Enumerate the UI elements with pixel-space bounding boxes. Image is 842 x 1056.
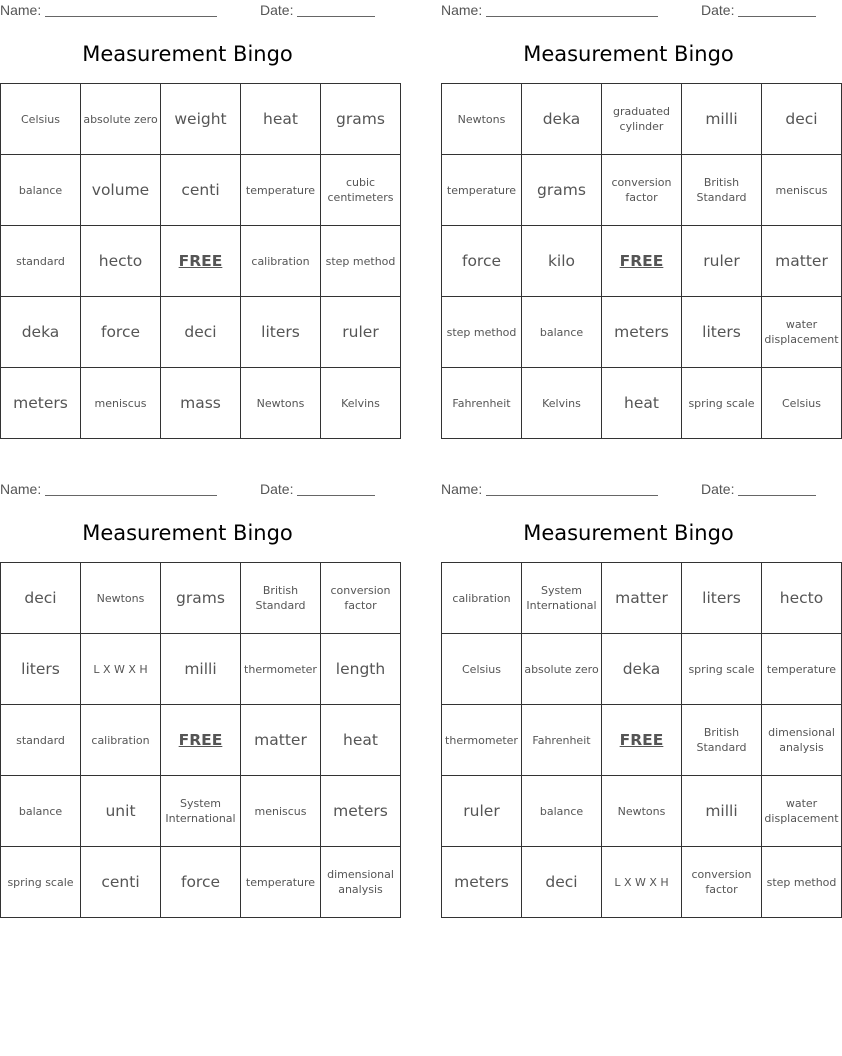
bingo-row <box>1 84 401 155</box>
bingo-cell: weight <box>161 84 241 155</box>
bingo-cell: calibration <box>241 226 321 297</box>
bingo-cell: dimensional analysis <box>321 847 401 918</box>
bingo-cell: grams <box>522 155 602 226</box>
bingo-row <box>1 368 401 439</box>
bingo-cell: liters <box>682 297 762 368</box>
card-title: Measurement Bingo <box>523 521 734 545</box>
bingo-cell: dimensional analysis <box>762 705 842 776</box>
bingo-cell: milli <box>161 634 241 705</box>
bingo-card <box>0 479 394 914</box>
bingo-cell: milli <box>682 84 762 155</box>
bingo-cell: absolute zero <box>522 634 602 705</box>
bingo-cell: conversion factor <box>682 847 762 918</box>
bingo-cell: deka <box>1 297 81 368</box>
bingo-cell: step method <box>442 297 522 368</box>
bingo-cell: heat <box>602 368 682 439</box>
bingo-cell: liters <box>241 297 321 368</box>
bingo-row <box>1 847 401 918</box>
name-blank-line <box>45 16 217 17</box>
bingo-row <box>1 776 401 847</box>
bingo-cell: meniscus <box>241 776 321 847</box>
bingo-row <box>442 847 842 918</box>
bingo-cell: Newtons <box>442 84 522 155</box>
bingo-cell: Fahrenheit <box>442 368 522 439</box>
free-space: FREE <box>161 226 241 297</box>
bingo-row <box>1 705 401 776</box>
bingo-row <box>442 705 842 776</box>
name-date-row <box>0 481 375 499</box>
bingo-cell: temperature <box>241 847 321 918</box>
bingo-cell: step method <box>321 226 401 297</box>
bingo-cell: hecto <box>762 563 842 634</box>
bingo-cell: balance <box>1 776 81 847</box>
bingo-cell: deci <box>1 563 81 634</box>
bingo-cell: liters <box>682 563 762 634</box>
bingo-cell: matter <box>762 226 842 297</box>
bingo-cell: deci <box>762 84 842 155</box>
bingo-cell: meters <box>442 847 522 918</box>
bingo-cell: kilo <box>522 226 602 297</box>
bingo-row <box>442 776 842 847</box>
card-title: Measurement Bingo <box>523 42 734 66</box>
bingo-cell: liters <box>1 634 81 705</box>
bingo-row <box>1 155 401 226</box>
bingo-cell: ruler <box>682 226 762 297</box>
name-label: Name: <box>441 2 483 18</box>
bingo-cell: water displacement <box>762 297 842 368</box>
bingo-cell: force <box>161 847 241 918</box>
bingo-cell: balance <box>522 297 602 368</box>
bingo-cell: British Standard <box>682 705 762 776</box>
bingo-cell: Newtons <box>241 368 321 439</box>
bingo-cell: ruler <box>442 776 522 847</box>
bingo-cell: mass <box>161 368 241 439</box>
bingo-cell: cubic centimeters <box>321 155 401 226</box>
bingo-cell: water displacement <box>762 776 842 847</box>
name-blank-line <box>45 495 217 496</box>
name-label: Name: <box>441 481 483 497</box>
date-label: Date: <box>701 2 735 18</box>
bingo-cell: Celsius <box>1 84 81 155</box>
bingo-cell: balance <box>522 776 602 847</box>
bingo-cell: Newtons <box>602 776 682 847</box>
bingo-cell: L X W X H <box>602 847 682 918</box>
name-label: Name: <box>0 481 42 497</box>
bingo-cell: standard <box>1 705 81 776</box>
card-title: Measurement Bingo <box>82 521 293 545</box>
name-date-row <box>0 2 375 20</box>
free-space: FREE <box>602 226 682 297</box>
bingo-grid <box>0 83 401 439</box>
date-blank-line <box>738 495 816 496</box>
bingo-row <box>442 297 842 368</box>
bingo-row <box>1 563 401 634</box>
bingo-cell: calibration <box>442 563 522 634</box>
bingo-cell: deci <box>161 297 241 368</box>
bingo-cell: deka <box>602 634 682 705</box>
bingo-cell: Celsius <box>762 368 842 439</box>
bingo-cell: spring scale <box>682 634 762 705</box>
bingo-cell: deka <box>522 84 602 155</box>
bingo-row <box>442 368 842 439</box>
bingo-cell: Kelvins <box>522 368 602 439</box>
bingo-cell: matter <box>241 705 321 776</box>
bingo-grid <box>0 562 401 918</box>
date-blank-line <box>297 495 375 496</box>
bingo-cell: thermometer <box>241 634 321 705</box>
bingo-cell: British Standard <box>682 155 762 226</box>
bingo-cell: grams <box>161 563 241 634</box>
bingo-cell: conversion factor <box>602 155 682 226</box>
bingo-cell: calibration <box>81 705 161 776</box>
bingo-cell: centi <box>161 155 241 226</box>
bingo-cell: length <box>321 634 401 705</box>
date-blank-line <box>738 16 816 17</box>
bingo-cell: Fahrenheit <box>522 705 602 776</box>
card-title: Measurement Bingo <box>82 42 293 66</box>
bingo-cell: System International <box>522 563 602 634</box>
date-blank-line <box>297 16 375 17</box>
bingo-cell: deci <box>522 847 602 918</box>
bingo-cell: meters <box>1 368 81 439</box>
bingo-cell: grams <box>321 84 401 155</box>
bingo-row <box>442 84 842 155</box>
bingo-cell: meniscus <box>81 368 161 439</box>
bingo-row <box>1 297 401 368</box>
bingo-row <box>1 634 401 705</box>
bingo-cell: graduated cylinder <box>602 84 682 155</box>
name-blank-line <box>486 16 658 17</box>
bingo-cell: force <box>442 226 522 297</box>
bingo-cell: temperature <box>442 155 522 226</box>
bingo-cell: balance <box>1 155 81 226</box>
free-space: FREE <box>602 705 682 776</box>
name-blank-line <box>486 495 658 496</box>
bingo-cell: British Standard <box>241 563 321 634</box>
date-label: Date: <box>260 2 294 18</box>
bingo-row <box>442 226 842 297</box>
bingo-cell: temperature <box>241 155 321 226</box>
bingo-cell: L X W X H <box>81 634 161 705</box>
bingo-cell: thermometer <box>442 705 522 776</box>
bingo-cell: Kelvins <box>321 368 401 439</box>
bingo-cell: centi <box>81 847 161 918</box>
bingo-cell: conversion factor <box>321 563 401 634</box>
bingo-cell: hecto <box>81 226 161 297</box>
bingo-cell: ruler <box>321 297 401 368</box>
bingo-row <box>442 155 842 226</box>
bingo-cell: Celsius <box>442 634 522 705</box>
bingo-card <box>441 0 839 435</box>
name-date-row <box>441 481 816 499</box>
bingo-cell: step method <box>762 847 842 918</box>
bingo-grid <box>441 83 842 439</box>
name-label: Name: <box>0 2 42 18</box>
bingo-cell: milli <box>682 776 762 847</box>
bingo-cell: force <box>81 297 161 368</box>
bingo-cell: meniscus <box>762 155 842 226</box>
bingo-cell: temperature <box>762 634 842 705</box>
bingo-card <box>0 0 396 435</box>
bingo-cell: Newtons <box>81 563 161 634</box>
bingo-cell: unit <box>81 776 161 847</box>
date-label: Date: <box>260 481 294 497</box>
bingo-cell: System International <box>161 776 241 847</box>
bingo-cell: heat <box>321 705 401 776</box>
bingo-grid <box>441 562 842 918</box>
date-label: Date: <box>701 481 735 497</box>
bingo-row <box>442 563 842 634</box>
bingo-cell: matter <box>602 563 682 634</box>
bingo-cell: meters <box>321 776 401 847</box>
bingo-row <box>442 634 842 705</box>
name-date-row <box>441 2 816 20</box>
bingo-cell: heat <box>241 84 321 155</box>
free-space: FREE <box>161 705 241 776</box>
bingo-cell: volume <box>81 155 161 226</box>
bingo-cell: meters <box>602 297 682 368</box>
bingo-cell: spring scale <box>1 847 81 918</box>
bingo-card <box>441 479 839 914</box>
bingo-cell: standard <box>1 226 81 297</box>
bingo-row <box>1 226 401 297</box>
bingo-cell: spring scale <box>682 368 762 439</box>
bingo-cell: absolute zero <box>81 84 161 155</box>
